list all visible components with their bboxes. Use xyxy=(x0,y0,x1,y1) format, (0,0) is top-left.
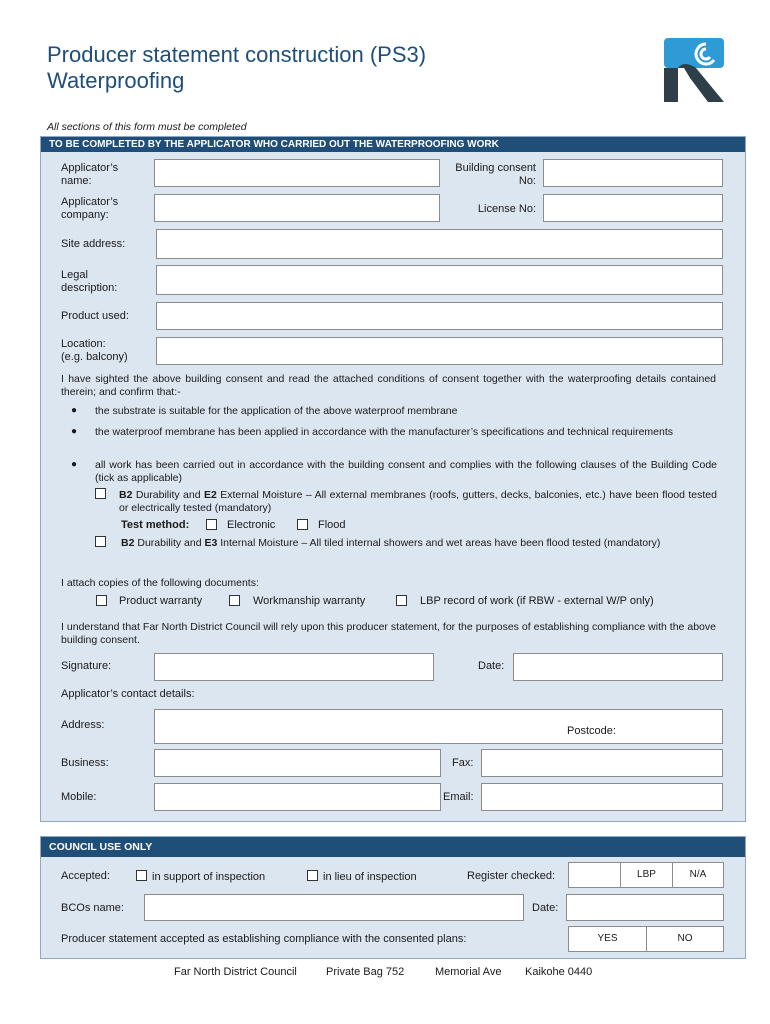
electronic-label: Electronic xyxy=(227,519,276,531)
no-cell[interactable]: NO xyxy=(646,926,724,952)
lbp-cell[interactable]: LBP xyxy=(620,862,673,888)
address-label: Address: xyxy=(61,719,105,731)
postcode-label: Postcode: xyxy=(567,725,616,737)
flood-label: Flood xyxy=(318,519,346,531)
b2-e2-text: B2 Durability and E2 External Moisture – All external membranes (roofs, gutters, decks, balconies, etc.) have been flood tested or electrically tested (mandatory) xyxy=(119,489,717,514)
fax-field[interactable] xyxy=(481,749,723,777)
na-cell[interactable]: N/A xyxy=(672,862,724,888)
date-field[interactable] xyxy=(513,653,723,681)
business-label: Business: xyxy=(61,757,109,769)
bullet-text-3: all work has been carried out in accordance with the building consent and complies with the following clauses of the Building Code (tick as applicable) xyxy=(95,459,717,484)
council-date-field[interactable] xyxy=(566,894,724,921)
title-line-2: Waterproofing xyxy=(47,68,185,93)
lieu-inspection-checkbox[interactable] xyxy=(307,870,318,881)
b2-e3-checkbox[interactable] xyxy=(95,536,106,547)
site-address-label: Site address: xyxy=(61,238,126,250)
yes-cell[interactable]: YES xyxy=(568,926,647,952)
product-used-label: Product used: xyxy=(61,310,129,322)
page-title xyxy=(47,42,426,94)
applicator-section xyxy=(40,136,746,822)
signature-label: Signature: xyxy=(61,660,112,672)
support-inspection-label: in support of inspection xyxy=(152,871,266,883)
site-address-field[interactable] xyxy=(156,229,723,259)
contact-details-label: Applicator’s contact details: xyxy=(61,688,195,700)
mobile-label: Mobile: xyxy=(61,791,97,803)
building-consent-label: Building consent No: xyxy=(455,162,536,187)
legal-description-label: Legal description: xyxy=(61,269,118,294)
lieu-inspection-label: in lieu of inspection xyxy=(323,871,417,883)
lbp-record-label: LBP record of work (if RBW - external W/P only) xyxy=(420,595,654,607)
applicator-name-label: Applicator’s name: xyxy=(61,162,119,187)
location-label: Location: (e.g. balcony) xyxy=(61,338,128,363)
workmanship-warranty-checkbox[interactable] xyxy=(229,595,240,606)
title-line-1: Producer statement construction (PS3) xyxy=(47,42,427,67)
koru-logo-icon xyxy=(662,38,726,102)
workmanship-warranty-label: Workmanship warranty xyxy=(253,595,366,607)
accepted-statement-label: Producer statement accepted as establishing compliance with the consented plans: xyxy=(61,933,467,945)
bullet-icon: ● xyxy=(71,405,78,416)
flood-checkbox[interactable] xyxy=(297,519,308,530)
building-consent-field[interactable] xyxy=(543,159,723,187)
footer-street: Memorial Ave xyxy=(435,966,502,978)
completion-note: All sections of this form must be completed xyxy=(47,121,247,133)
footer-town: Kaikohe 0440 xyxy=(525,966,593,978)
date-label: Date: xyxy=(478,660,505,672)
understand-text: I understand that Far North District Council will rely upon this producer statement, for the purposes of establishing compliance with the above building consent. xyxy=(61,621,716,646)
product-warranty-checkbox[interactable] xyxy=(96,595,107,606)
applicator-company-field[interactable] xyxy=(154,194,440,222)
email-field[interactable] xyxy=(481,783,723,811)
footer-bag: Private Bag 752 xyxy=(326,966,405,978)
applicator-section-heading: TO BE COMPLETED BY THE APPLICATOR WHO CARRIED OUT THE WATERPROOFING WORK xyxy=(41,137,745,152)
address-field[interactable] xyxy=(154,709,723,744)
bullet-icon: ● xyxy=(71,426,78,437)
license-no-field[interactable] xyxy=(543,194,723,222)
bullet-text-2: the waterproof membrane has been applied in accordance with the manufacturer’s specifications and technical requirements xyxy=(95,426,674,438)
product-warranty-label: Product warranty xyxy=(119,595,203,607)
register-checked-label: Register checked: xyxy=(467,870,556,882)
bullet-text-1: the substrate is suitable for the application of the above waterproof membrane xyxy=(95,405,458,417)
council-section xyxy=(40,836,746,959)
lbp-record-checkbox[interactable] xyxy=(396,595,407,606)
mobile-field[interactable] xyxy=(154,783,441,811)
b2-e3-text: B2 Durability and E3 Internal Moisture – All tiled internal showers and wet areas have been flood tested (mandatory) xyxy=(121,537,661,549)
attach-text: I attach copies of the following documents: xyxy=(61,577,259,589)
council-date-label: Date: xyxy=(532,902,559,914)
declaration-text: I have sighted the above building consent and read the attached conditions of consent together with the waterproofing details contained therein; and confirm that:- xyxy=(61,373,716,398)
accepted-label: Accepted: xyxy=(61,870,110,882)
test-method-label: Test method: xyxy=(121,519,190,531)
product-used-field[interactable] xyxy=(156,302,723,330)
register-blank-cell[interactable] xyxy=(568,862,621,888)
bcos-name-field[interactable] xyxy=(144,894,524,921)
email-label: Email: xyxy=(443,791,474,803)
signature-field[interactable] xyxy=(154,653,434,681)
location-field[interactable] xyxy=(156,337,723,365)
bullet-icon: ● xyxy=(71,459,78,470)
b2-e2-checkbox[interactable] xyxy=(95,488,106,499)
bcos-name-label: BCOs name: xyxy=(61,902,124,914)
council-section-heading: COUNCIL USE ONLY xyxy=(41,837,745,857)
footer-org: Far North District Council xyxy=(174,966,297,978)
support-inspection-checkbox[interactable] xyxy=(136,870,147,881)
electronic-checkbox[interactable] xyxy=(206,519,217,530)
business-field[interactable] xyxy=(154,749,441,777)
legal-description-field[interactable] xyxy=(156,265,723,295)
license-no-label: License No: xyxy=(477,203,536,215)
applicator-company-label: Applicator’s company: xyxy=(61,196,119,221)
applicator-name-field[interactable] xyxy=(154,159,440,187)
fax-label: Fax: xyxy=(452,757,474,769)
